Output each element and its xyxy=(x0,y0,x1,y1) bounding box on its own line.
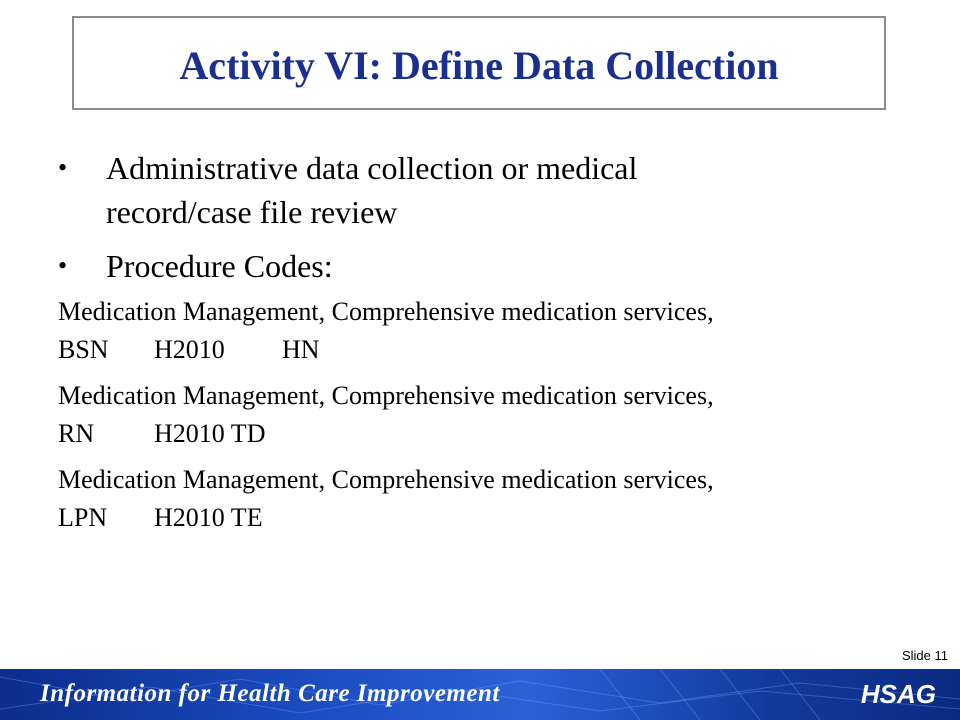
procedure-description: Medication Management, Comprehensive medication services, xyxy=(58,465,714,494)
footer-slogan: Information for Health Care Improvement xyxy=(40,680,500,707)
bullet-text: Procedure Codes: xyxy=(106,248,333,284)
procedure-code: H2010 xyxy=(154,335,225,364)
slide-number: Slide 11 xyxy=(901,648,948,663)
bullet-text: Administrative data collection or medical record/case file review xyxy=(106,150,638,230)
slide-title: Activity VI: Define Data Collection xyxy=(179,42,779,88)
procedure-code: H2010 TE xyxy=(154,503,263,532)
footer-banner xyxy=(0,669,960,720)
procedure-code-entry xyxy=(58,293,908,369)
procedure-code-line xyxy=(58,331,908,369)
procedure-code-entry xyxy=(58,461,908,537)
bullet-icon: • xyxy=(58,251,68,280)
procedure-code: H2010 TD xyxy=(154,419,266,448)
procedure-role: RN xyxy=(58,419,95,448)
procedure-code-entry xyxy=(58,377,908,453)
procedure-description: Medication Management, Comprehensive medication services, xyxy=(58,381,714,410)
hsag-logo: HSAG xyxy=(860,679,936,709)
title-box xyxy=(72,16,886,110)
procedure-role: LPN xyxy=(58,503,108,532)
procedure-description: Medication Management, Comprehensive medication services, xyxy=(58,297,714,326)
bullet-icon: • xyxy=(58,153,68,182)
procedure-role: BSN xyxy=(58,335,109,364)
procedure-modifier: HN xyxy=(282,335,320,364)
procedure-code-line xyxy=(58,499,908,537)
procedure-code-line xyxy=(58,415,908,453)
